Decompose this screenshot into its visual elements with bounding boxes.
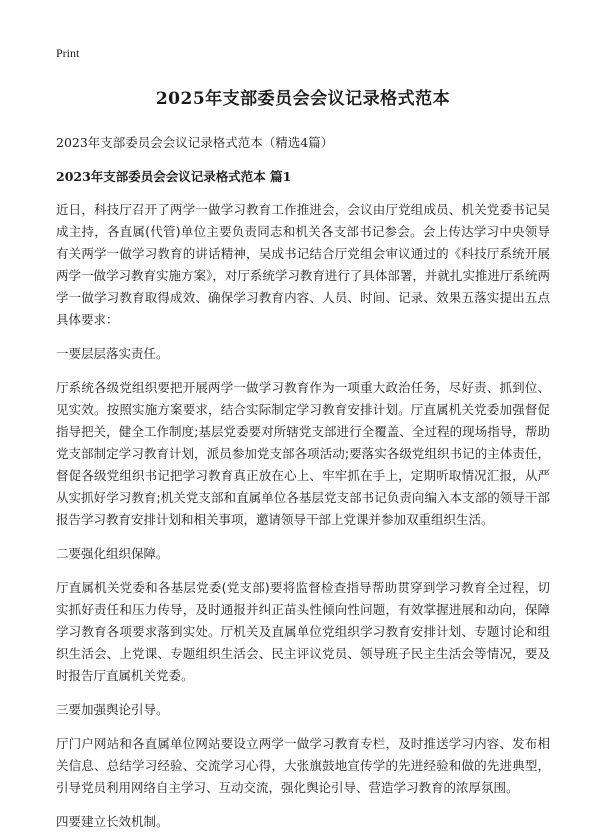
point-heading-1: 一要层层落实责任。 <box>56 346 169 361</box>
paragraph-point-1: 厅系统各级党组织要把开展两学一做学习教育作为一项重大政治任务，尽好责、抓到位、见实效。按照实施方案要求，结合实际制定学习教育安排计划。厅直属机关党委加强督促指导把关，健全工作制度;基层党委要对所辖党支部进行全覆盖、全过程的现场指导，帮助党支部制定学习教育计划，派员参加党支部各项活动;要落实各级党组织书记的主体责任，督促各级党组织书记把学习教育真正放在心上、牢牢抓在手上，定期听取情况汇报，从严从实抓好学习教育;机关党支部和直属单位各基层党支部书记负责向编入本支部的领导干部报告学习教育安排计划和相关事项，邀请领导干部上党课并参加双重组织生活。 <box>56 380 550 527</box>
point-heading-2: 二要强化组织保障。 <box>56 546 169 561</box>
paragraph-intro: 近日，科技厅召开了两学一做学习教育工作推进会，会议由厅党组成员、机关党委书记吴成主持，各直属(代管)单位主要负责同志和机关各支部书记参会。会上传达学习中央领导有关两学一做学习教育的讲话精神，吴成书记结合厅党组会审议通过的《科技厅系统开展两学一做学习教育实施方案》，对厅系统学习教育进行了具体部署，并就扎实推进厅系统两学一做学习教育取得成效、确保学习教育内容、人员、时间、记录、效果五落实提出五点具体要求： <box>56 202 550 327</box>
point-heading-4: 四要建立长效机制。 <box>56 814 169 829</box>
paragraph-point-2: 厅直属机关党委和各基层党委(党支部)要将监督检查指导帮助贯穿到学习教育全过程，切实抓好责任和压力传导，及时通报并纠正苗头性倾向性问题，有效掌握进展和动向，保障学习教育各项要求落到实处。厅机关及直属单位党组织学习教育安排计划、专题讨论和组织生活会、上党课、专题组织生活会、民主评议党员、领导班子民主生活会等情况，要及时报告厅直属机关党委。 <box>56 580 550 683</box>
document-subtitle: 2023年支部委员会会议记录格式范本（精选4篇） <box>56 135 334 150</box>
document-title: 2025年支部委员会会议记录格式范本 <box>155 89 451 109</box>
point-heading-3: 三要加强舆论引导。 <box>56 702 169 717</box>
section-heading: 2023年支部委员会会议记录格式范本 篇1 <box>56 169 292 184</box>
print-link[interactable]: Print <box>56 46 80 60</box>
paragraph-point-3: 厅门户网站和各直属单位网站要设立两学一做学习教育专栏，及时推送学习内容、发布相关信息、总结学习经验、交流学习心得，大张旗鼓地宣传学的先进经验和做的先进典型，引导党员利用网络自主学习、互动交流，强化舆论引导、营造学习教育的浓厚氛围。 <box>56 736 550 795</box>
